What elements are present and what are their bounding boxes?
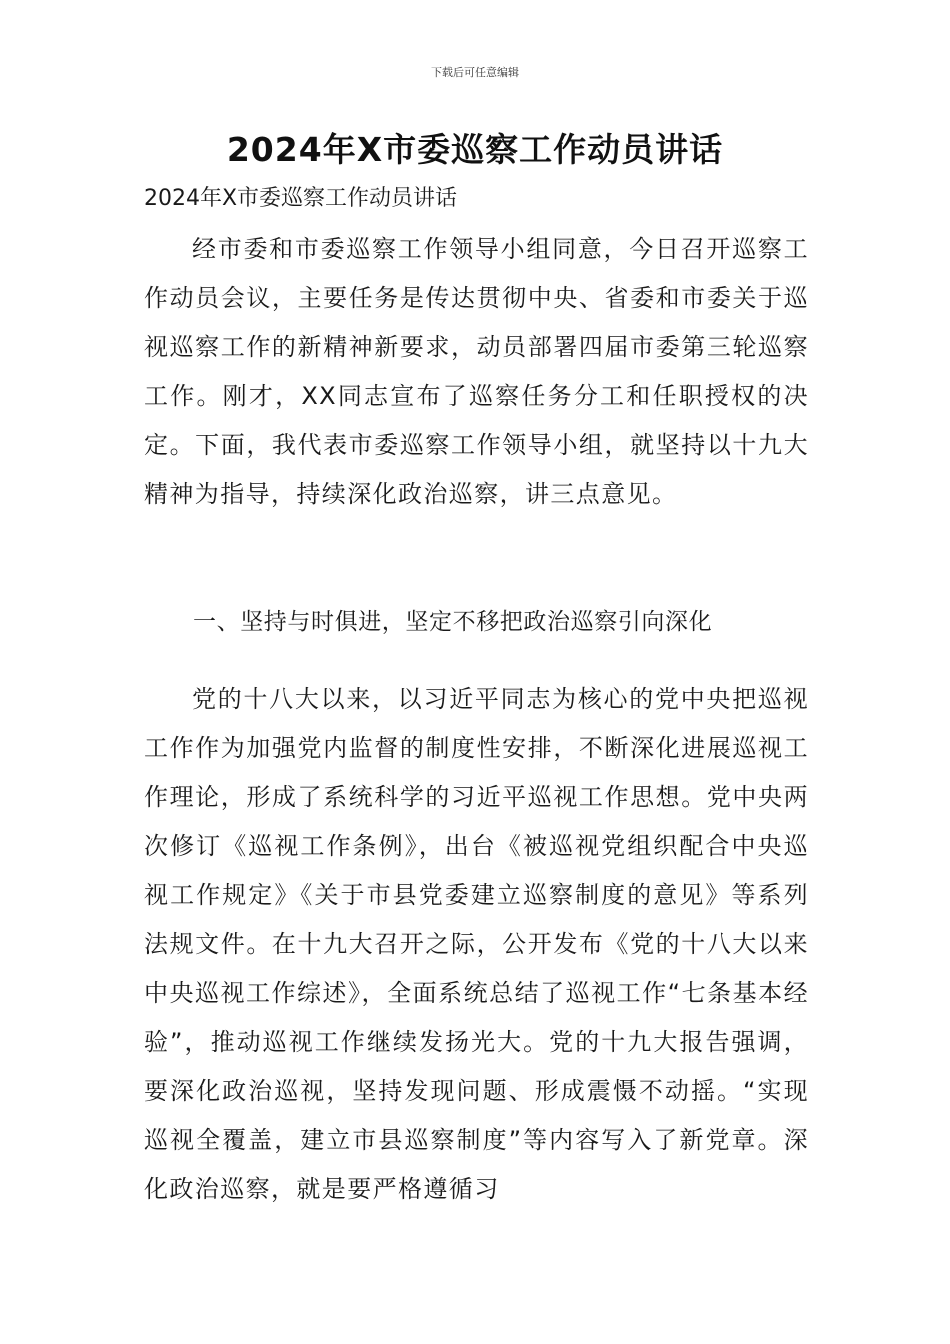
section-paragraph: 党的十八大以来，以习近平同志为核心的党中央把巡视工作作为加强党内监督的制度性安排，不断深化进展巡视工作理论，形成了系统科学的习近平巡视工作思想。党中央两次修订《巡视工作条例》，出台《被巡视党组织配合中央巡视工作规定》《关于市县党委建立巡察制度的意见》等系列法规文件。在十九大召开之际，公开发布《党的十八大以来中央巡视工作综述》，全面系统总结了巡视工作“七条基本经验”，推动巡视工作继续发扬光大。党的十九大报告强调，要深化政治巡视，坚持发现问题、形成震慑不动摇。“实现巡视全覆盖，建立市县巡察制度”等内容写入了新党章。深化政治巡察，就是要严格遵循习 — [144, 685, 809, 1203]
section-heading: 一、坚持与时俱进，坚定不移把政治巡察引向深化 — [193, 609, 713, 635]
document-title: 2024年X市委巡察工作动员讲话 — [226, 130, 724, 169]
intro-paragraph: 经市委和市委巡察工作领导小组同意，今日召开巡察工作动员会议，主要任务是传达贯彻中央、省委和市委关于巡视巡察工作的新精神新要求，动员部署四届市委第三轮巡察工作。刚才，XX同志宣布了巡察任务分工和任职授权的决定。下面，我代表市委巡察工作领导小组，就坚持以十九大精神为指导，持续深化政治巡察，讲三点意见。 — [144, 235, 809, 508]
document-subtitle: 2024年X市委巡察工作动员讲话 — [144, 186, 458, 211]
header-note: 下载后可任意编辑 — [431, 66, 519, 79]
